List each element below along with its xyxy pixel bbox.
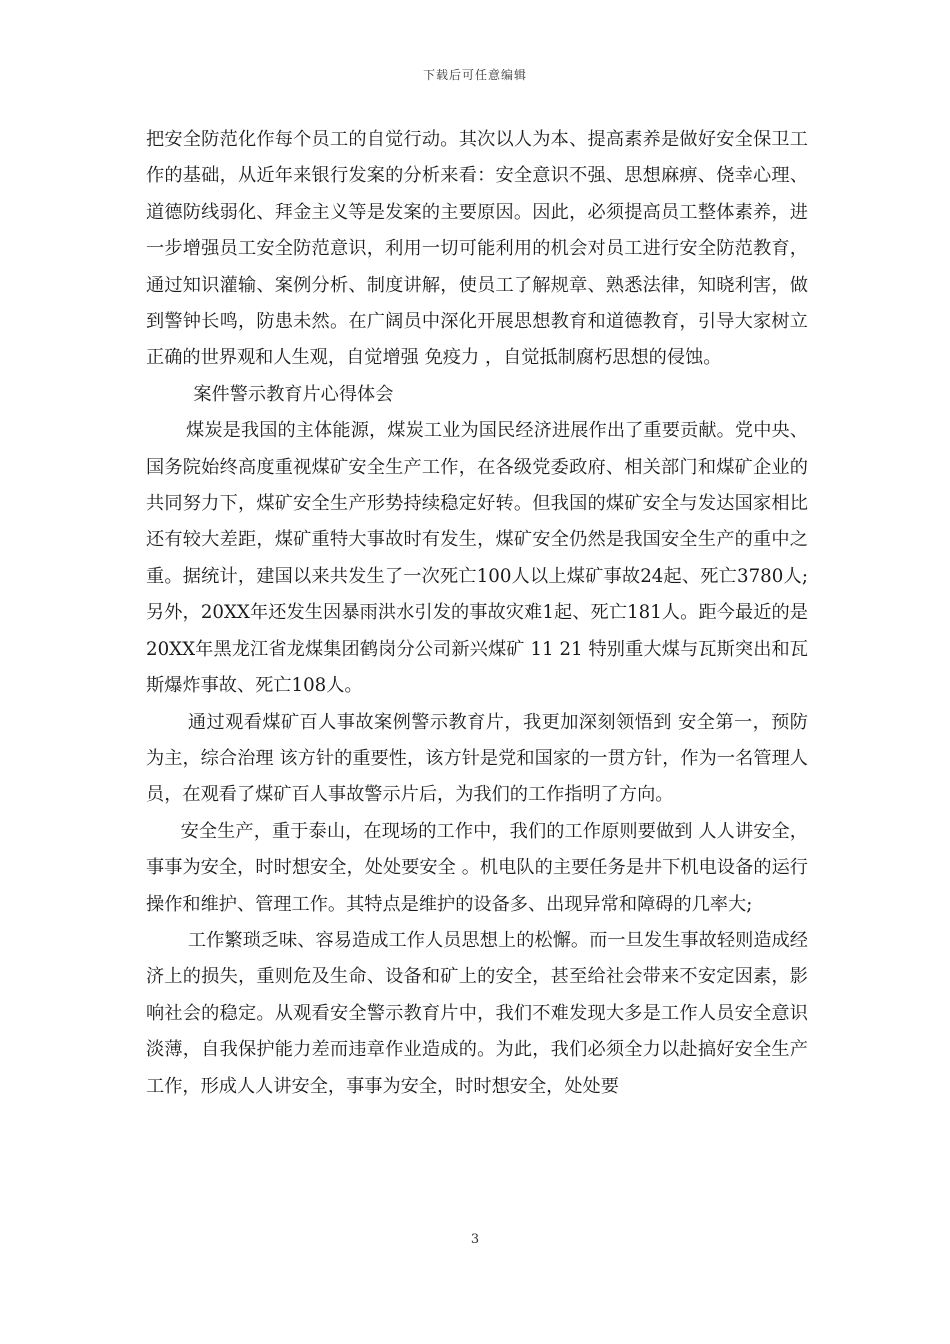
paragraph-safety-production: 安全生产，重于泰山，在现场的工作中，我们的工作原则要做到 人人讲安全，事事为安全，时时想安全，处处要安全 。机电队的主要任务是井下机电设备的运行操作和维护、管理工作。其特点是维护的设备多、出现异常和障碍的几率大; <box>146 820 808 915</box>
section-title: 案件警示教育片心得体会 <box>193 383 394 405</box>
document-body <box>146 122 808 1105</box>
page-number: 3 <box>470 1232 480 1247</box>
paragraph-work-tedium: 工作繁琐乏味、容易造成工作人员思想上的松懈。而一旦发生事故轻则造成经济上的损失，重则危及生命、设备和矿上的安全，甚至给社会带来不安定因素，影响社会的稳定。从观看安全警示教育片中，我们不难发现大多是工作人员安全意识淡薄，自我保护能力差而违章作业造成的。为此，我们必须全力以赴搞好安全生产工作，形成人人讲安全，事事为安全，时时想安全，处处要 <box>146 929 808 1097</box>
paragraph-warning-film: 通过观看煤矿百人事故案例警示教育片，我更加深刻领悟到 安全第一，预防为主，综合治理 该方针的重要性，该方针是党和国家的一贯方针，作为一名管理人员，在观看了煤矿百人事故警示片后，为我们的工作指明了方向。 <box>146 711 808 806</box>
paragraph-coal-energy: 煤炭是我国的主体能源，煤炭工业为国民经济进展作出了重要贡献。党中央、国务院始终高度重视煤矿安全生产工作，在各级党委政府、相关部门和煤矿企业的共同努力下，煤矿安全生产形势持续稳定好转。但我国的煤矿安全与发达国家相比还有较大差距，煤矿重特大事故时有发生，煤矿安全仍然是我国安全生产的重中之重。据统计，建国以来共发生了一次死亡100人以上煤矿事故24起、死亡3780人;另外，20XX年还发生因暴雨洪水引发的事故灾难1起、死亡181人。距今最近的是20XX年黑龙江省龙煤集团鹤岗分公司新兴煤矿 11 21 特别重大煤与瓦斯突出和瓦斯爆炸事故、死亡108人。 <box>146 420 808 697</box>
paragraph-safety-prevention: 把安全防范化作每个员工的自觉行动。其次以人为本、提高素养是做好安全保卫工作的基础，从近年来银行发案的分析来看：安全意识不强、思想麻痹、侥幸心理、道德防线弱化、拜金主义等是发案的主要原因。因此，必须提高员工整体素养，进一步增强员工安全防范意识，利用一切可能利用的机会对员工进行安全防范教育，通过知识灌输、案例分析、制度讲解，使员工了解规章、熟悉法律，知晓利害，做到警钟长鸣，防患未然。在广阔员中深化开展思想教育和道德教育，引导大家树立正确的世界观和人生观，自觉增强 免疫力 ，自觉抵制腐朽思想的侵蚀。 <box>146 129 808 369</box>
page-header: 下载后可任意编辑 <box>422 68 527 82</box>
